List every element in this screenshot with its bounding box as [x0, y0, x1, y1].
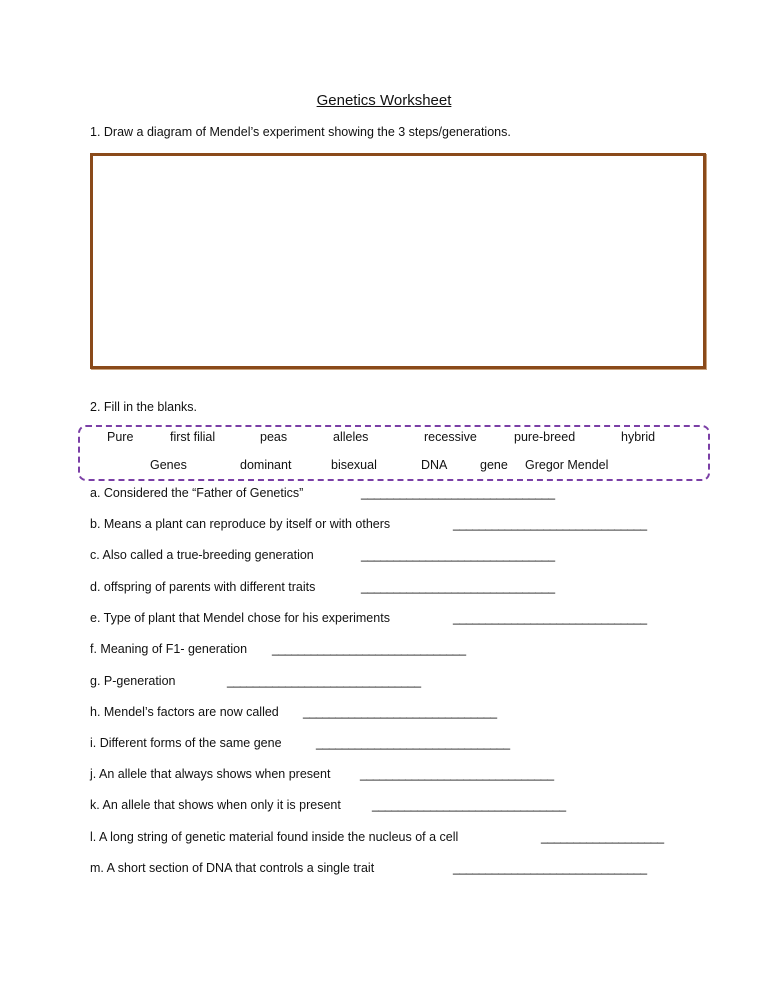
word-bank-item: gene [480, 458, 508, 472]
question-g: g. P-generation [90, 674, 176, 688]
answer-blank-g[interactable]: ______________________________ [227, 674, 421, 688]
word-bank-item: Gregor Mendel [525, 458, 609, 472]
question-i: i. Different forms of the same gene [90, 736, 282, 750]
word-bank-item: Pure [107, 430, 134, 444]
word-bank-item: bisexual [331, 458, 377, 472]
answer-blank-m[interactable]: ______________________________ [453, 861, 647, 875]
answer-blank-a[interactable]: ______________________________ [361, 486, 555, 500]
question-l: l. A long string of genetic material found inside the nucleus of a cell [90, 830, 459, 844]
question-m: m. A short section of DNA that controls a single trait [90, 861, 375, 875]
word-bank-item: pure-breed [514, 430, 576, 444]
question-c: c. Also called a true-breeding generation [90, 548, 314, 562]
answer-blank-b[interactable]: ______________________________ [453, 517, 647, 531]
word-bank-item: alleles [333, 430, 369, 444]
question-j: j. An allele that always shows when present [90, 767, 331, 781]
question-b: b. Means a plant can reproduce by itself or with others [90, 517, 391, 531]
worksheet-title: Genetics Worksheet [316, 92, 452, 109]
answer-blank-c[interactable]: ______________________________ [361, 548, 555, 562]
question-e: e. Type of plant that Mendel chose for his experiments [90, 611, 390, 625]
question-2: 2. Fill in the blanks. [90, 400, 197, 414]
word-bank-item: dominant [240, 458, 292, 472]
answer-blank-l[interactable]: ___________________ [541, 830, 664, 844]
answer-blank-f[interactable]: ______________________________ [272, 642, 466, 656]
answer-blank-h[interactable]: ______________________________ [303, 705, 497, 719]
question-h: h. Mendel’s factors are now called [90, 705, 279, 719]
word-bank-item: recessive [424, 430, 477, 444]
question-a: a. Considered the “Father of Genetics” [90, 486, 304, 500]
word-bank-item: peas [260, 430, 288, 444]
word-bank-item: first filial [170, 430, 216, 444]
answer-blank-i[interactable]: ______________________________ [316, 736, 510, 750]
answer-blank-j[interactable]: ______________________________ [360, 767, 554, 781]
answer-blank-e[interactable]: ______________________________ [453, 611, 647, 625]
question-d: d. offspring of parents with different traits [90, 580, 316, 594]
answer-blank-d[interactable]: ______________________________ [361, 580, 555, 594]
word-bank-item: hybrid [621, 430, 656, 444]
word-bank-item: DNA [421, 458, 448, 472]
question-f: f. Meaning of F1- generation [90, 642, 248, 656]
question-1: 1. Draw a diagram of Mendel’s experiment showing the 3 steps/generations. [90, 125, 511, 139]
diagram-drawing-box[interactable] [90, 153, 706, 369]
question-k: k. An allele that shows when only it is present [90, 798, 341, 812]
word-bank-item: Genes [150, 458, 187, 472]
answer-blank-k[interactable]: ______________________________ [372, 798, 566, 812]
